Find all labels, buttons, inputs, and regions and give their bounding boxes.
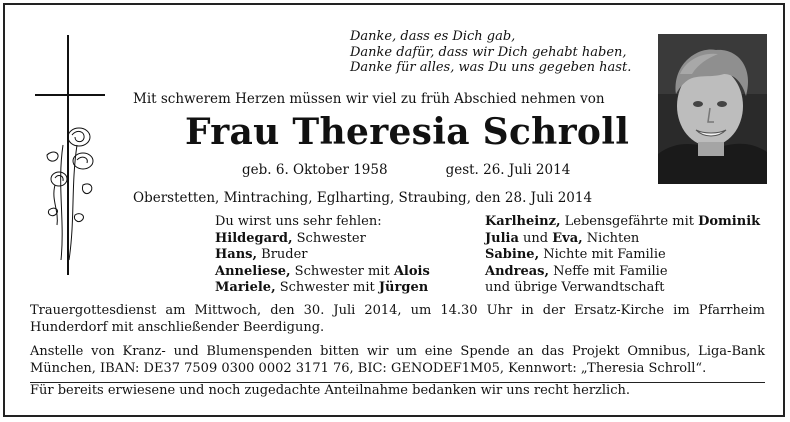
mourner-name: Hans, — [215, 247, 258, 262]
mourner-line — [485, 264, 760, 281]
mourner-name: Hildegard, — [215, 230, 293, 246]
mourner-relation: Schwester — [292, 230, 366, 246]
mourner-relation: und übrige Verwandtschaft — [485, 280, 665, 295]
mourner-relation: und — [518, 230, 553, 246]
death-date: gest. 26. Juli 2014 — [445, 162, 571, 178]
mourner-name: Julia — [485, 230, 519, 246]
mourner-partner: Dominik — [698, 214, 761, 229]
mourner-line — [215, 247, 430, 264]
mourner-relation: Schwester mit — [275, 280, 379, 295]
mourner-line — [215, 264, 430, 281]
mourner-line — [485, 214, 760, 231]
obituary-notice — [3, 3, 785, 417]
mourner-partner: Jürgen — [378, 280, 429, 295]
mourner-relation: Nichten — [582, 230, 640, 246]
mourner-relation: Neffe mit Familie — [549, 263, 668, 279]
mourner-relation: Bruder — [257, 247, 308, 262]
deceased-name: Frau Theresia Schroll — [185, 111, 630, 153]
mourner-line — [215, 231, 430, 248]
mourner-line — [215, 214, 430, 231]
mourner-relation: Nichte mit Familie — [539, 247, 666, 262]
funeral-service-text: Trauergottesdienst am Mittwoch, den 30. Juli 2014, um 14.30 Uhr in der Ersatz-Kirche im Pfarrheim Hunderdorf mit anschließender Beerdigung. — [30, 303, 765, 335]
mourner-relation: Du wirst uns sehr fehlen: — [215, 214, 382, 229]
life-dates — [242, 162, 570, 178]
memorial-quote — [350, 29, 631, 76]
mourner-partner: Alois — [393, 263, 430, 279]
mourners-right-column — [485, 214, 760, 297]
mourner-name: Anneliese, — [215, 263, 291, 279]
birth-date: geb. 6. Oktober 1958 — [242, 162, 388, 178]
donation-text: Anstelle von Kranz- und Blumenspenden bitten wir um eine Spende an das Projekt Omnibus, Liga-Bank München, IBAN: DE37 7509 0300 0002 3171 76, BIC: GENODEF1M05, Kennwort: „Theresia Schroll“. — [30, 344, 765, 376]
quote-line: Danke für alles, was Du uns gegeben hast. — [350, 60, 632, 75]
intro-text: Mit schwerem Herzen müssen wir viel zu früh Abschied nehmen von — [133, 91, 605, 107]
mourner-name: Karlheinz, — [485, 214, 561, 229]
mourner-name: Andreas, — [485, 263, 550, 279]
cross-with-roses-icon — [35, 35, 115, 275]
mourner-name: Sabine, — [485, 247, 540, 262]
mourners-left-column — [215, 214, 430, 297]
mourner-line — [485, 247, 760, 264]
portrait-photo — [658, 34, 767, 184]
mourner-line — [215, 280, 430, 297]
mourner-name: Mariele, — [215, 280, 276, 295]
quote-line: Danke dafür, dass wir Dich gehabt haben, — [350, 44, 627, 60]
mourner-line — [485, 231, 760, 248]
places-and-date: Oberstetten, Mintraching, Eglharting, Straubing, den 28. Juli 2014 — [133, 190, 593, 206]
mourner-relation: Schwester mit — [290, 263, 394, 279]
quote-line: Danke, dass es Dich gab, — [350, 29, 516, 44]
mourner-relation: Lebensgefährte mit — [560, 214, 699, 229]
mourner-line — [485, 280, 760, 297]
thanks-text: Für bereits erwiesene und noch zugedachte Anteilnahme bedanken wir uns recht herzlich. — [30, 383, 630, 398]
mourner-partner: Eva, — [552, 230, 583, 246]
